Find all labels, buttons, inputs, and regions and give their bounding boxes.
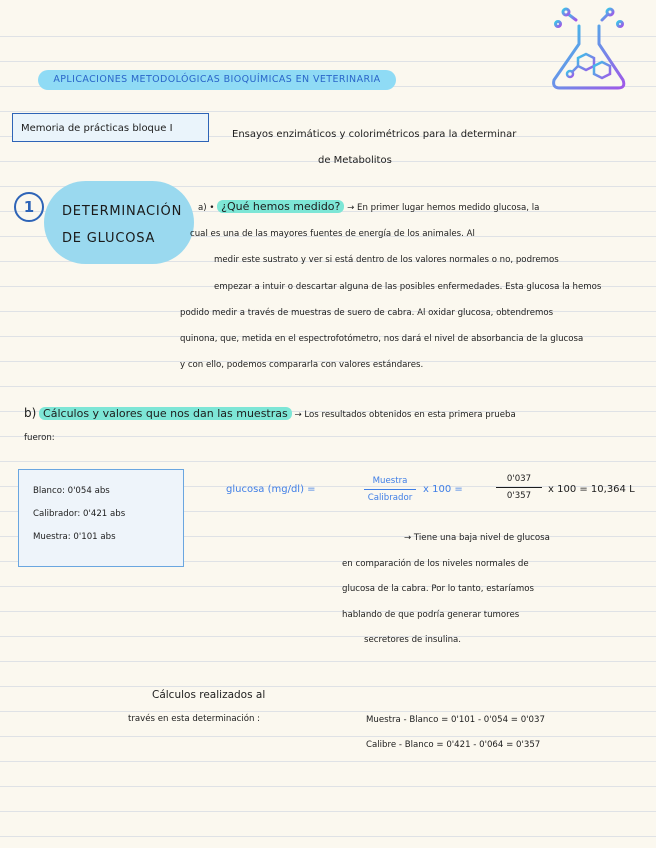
calc-title: Cálculos realizados al — [152, 689, 266, 701]
formula-lhs: glucosa (mg/dl) = — [226, 484, 316, 495]
paragraph-line-1-text: → En primer lugar hemos medido glucosa, la — [347, 203, 540, 213]
paragraph-line: cual es una de las mayores fuentes de energía de los animales. Al — [190, 229, 475, 240]
result-comment — [340, 526, 650, 654]
comment-line: secretores de insulina. — [364, 635, 462, 645]
comment-line: glucosa de la cabra. Por lo tanto, estaríamos — [342, 584, 534, 594]
glucose-formula — [226, 474, 646, 518]
section-b-highlight: Cálculos y valores que nos dan las muestras — [39, 407, 292, 420]
memoria-label: Memoria de prácticas bloque I — [21, 123, 173, 134]
comment-line: en comparación de los niveles normales de — [342, 558, 529, 569]
comment-line: hablando de que podría generar tumores — [342, 609, 520, 620]
subject-line-2: de Metabolitos — [318, 155, 392, 166]
paragraph-line: y con ello, podemos compararla con valores estándares. — [180, 360, 424, 371]
formula-numerator: Muestra — [372, 476, 408, 486]
section-b-heading — [24, 400, 644, 428]
question-prefix: a) • — [198, 203, 215, 213]
formula-result: x 100 = 10,364 L — [548, 484, 635, 495]
calc-muestra: Muestra - Blanco = 0'101 - 0'054 = 0'037 — [366, 715, 545, 725]
formula-times: x 100 = — [423, 484, 463, 495]
formula-numerator-value: 0'037 — [506, 474, 532, 484]
calc-calibre: Calibre - Blanco = 0'421 - 0'064 = 0'357 — [366, 740, 541, 750]
section-title-line-1: DETERMINACIÓN — [62, 204, 183, 219]
formula-denominator: Calibrador — [367, 493, 413, 503]
subject-block — [232, 122, 592, 174]
section-b-prefix: b) — [24, 406, 37, 420]
paragraph-line: empezar a intuir o descartar alguna de las posibles enfermedades. Esta glucosa la hemos — [214, 281, 602, 292]
comment-line: → Tiene una baja nivel de glucosa — [404, 533, 550, 543]
value-muestra: Muestra: 0'101 abs — [33, 532, 116, 542]
formula-fraction-values — [496, 474, 542, 501]
section-b-after: → Los resultados obtenidos en esta primera prueba — [294, 410, 516, 420]
section-title-line-2: DE GLUCOSA — [62, 231, 156, 246]
value-blanco: Blanco: 0'054 abs — [33, 486, 110, 496]
fraction-bar — [364, 489, 416, 490]
section-number-badge: 1 — [14, 192, 44, 222]
formula-fraction — [364, 476, 416, 503]
formula-denominator-value: 0'357 — [506, 491, 532, 501]
memoria-box — [12, 113, 209, 142]
document-title: APLICACIONES METODOLÓGICAS BIOQUÍMICAS EN VETERINARIA — [38, 70, 396, 90]
section-title — [62, 198, 182, 252]
paragraph-line — [190, 194, 640, 221]
calc-results — [366, 708, 545, 758]
fueron-label: fueron: — [24, 433, 55, 443]
fraction-bar — [496, 487, 542, 488]
section-paragraph — [180, 194, 640, 378]
value-calibrador: Calibrador: 0'421 abs — [33, 509, 126, 519]
paragraph-line: medir este sustrato y ver si está dentro de los valores normales o no, podremos — [214, 255, 559, 266]
paragraph-line: podido medir a través de muestras de suero de cabra. Al oxidar glucosa, obtendremos — [180, 307, 554, 318]
question-highlight: ¿Qué hemos medido? — [217, 200, 344, 213]
subject-line-1: Ensayos enzimáticos y colorimétricos para la determinar — [232, 129, 517, 140]
calc-intro: través en esta determinación : — [128, 714, 261, 724]
paragraph-line: quinona, que, metida en el espectrofotómetro, nos dará el nivel de absorbancia de la glucosa — [180, 334, 584, 345]
values-box — [18, 469, 184, 567]
flask-molecule-icon — [546, 6, 632, 92]
